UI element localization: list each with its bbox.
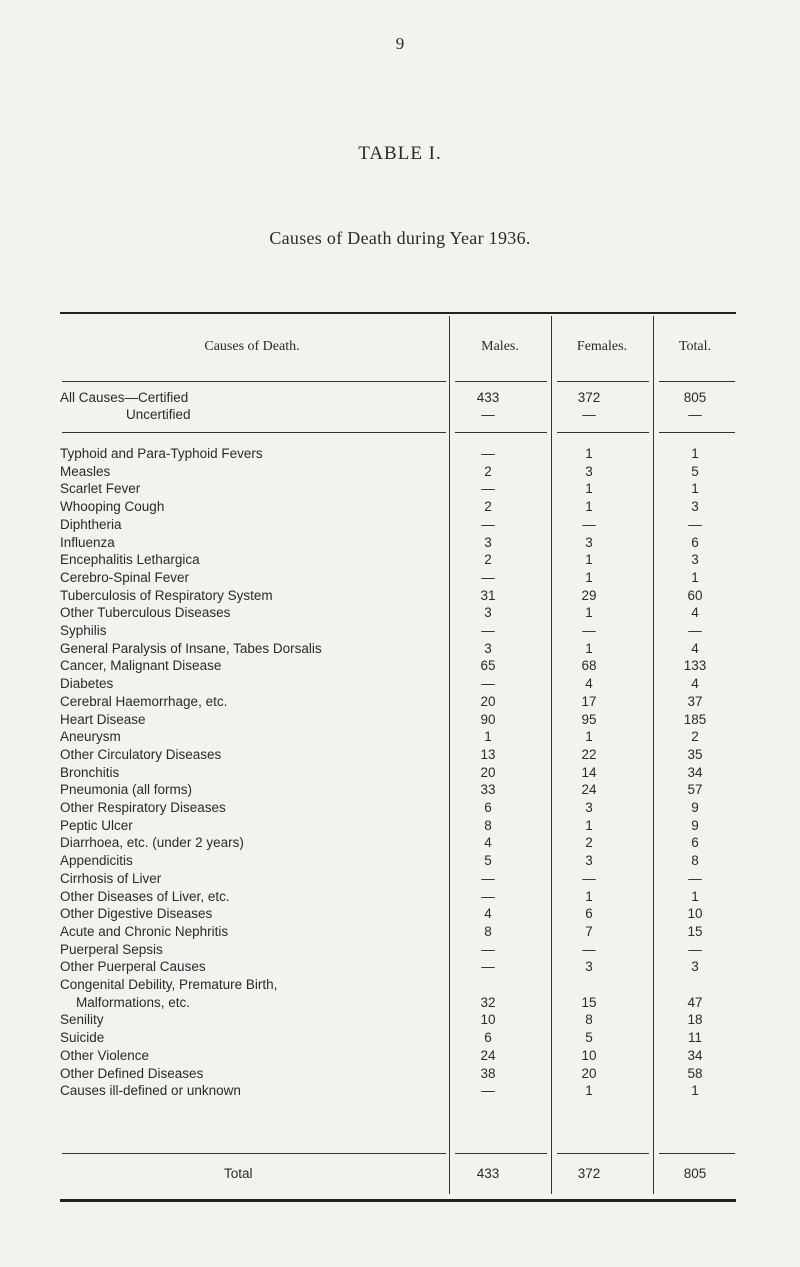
table-row xyxy=(60,853,740,871)
row-label: Other Respiratory Diseases xyxy=(60,800,229,815)
table-row xyxy=(60,835,740,853)
males-value: 2 xyxy=(484,499,492,515)
females-value: 4 xyxy=(585,676,593,692)
males-value: 6 xyxy=(484,800,492,815)
females-value: 3 xyxy=(585,800,593,815)
females-value: — xyxy=(582,941,596,957)
females-value: 8 xyxy=(585,1012,593,1028)
header-cause: Causes of Death. xyxy=(204,339,300,354)
females-value: 29 xyxy=(581,587,597,603)
row-label: Other Digestive Diseases xyxy=(60,906,215,921)
total-value: 15 xyxy=(687,923,703,939)
table-row xyxy=(60,446,740,464)
total-value: 6 xyxy=(691,534,699,550)
males-value: 13 xyxy=(480,746,496,762)
table-row xyxy=(60,800,740,818)
row-label: Typhoid and Para-Typhoid Fevers xyxy=(60,446,266,461)
total-value: 2 xyxy=(691,729,699,745)
males-value: 90 xyxy=(480,711,496,727)
table-row xyxy=(60,552,740,570)
row-label: Scarlet Fever xyxy=(60,481,143,496)
males-value: — xyxy=(481,481,495,497)
females-value: 1 xyxy=(585,569,593,585)
row-label: Senility xyxy=(60,1012,107,1027)
header-underline xyxy=(557,381,649,382)
males-value: 1 xyxy=(484,729,492,745)
males-value: 10 xyxy=(480,1012,496,1028)
row-label: Other Circulatory Diseases xyxy=(60,747,224,762)
row-label: Other Violence xyxy=(60,1048,152,1063)
row-label: Influenza xyxy=(60,535,118,550)
table-row xyxy=(60,995,740,1013)
table-row xyxy=(60,765,740,783)
table-row xyxy=(60,1066,740,1084)
females-value: — xyxy=(582,516,596,532)
row-label: Malformations, etc. xyxy=(76,995,193,1010)
row-label: Whooping Cough xyxy=(60,499,167,514)
uncertified-row xyxy=(60,407,740,425)
header-males: Males. xyxy=(481,339,519,354)
row-label: Congenital Debility, Premature Birth, xyxy=(60,977,280,992)
total-value: 185 xyxy=(683,711,707,727)
table-row xyxy=(60,1083,740,1101)
total-value: — xyxy=(688,623,702,638)
females-value: 24 xyxy=(581,782,597,798)
females-value: 5 xyxy=(585,1030,593,1046)
row-label: Pneumonia (all forms) xyxy=(60,782,195,797)
table-row xyxy=(60,942,740,960)
total-value: 58 xyxy=(687,1065,703,1081)
header-total: Total. xyxy=(678,339,712,354)
table-row xyxy=(60,481,740,499)
females-value: 1 xyxy=(585,1083,593,1099)
row-label: Uncertified xyxy=(126,407,194,422)
table-row xyxy=(60,623,740,641)
males-value: 31 xyxy=(480,587,496,603)
females-value: 15 xyxy=(581,994,597,1010)
header-females: Females. xyxy=(576,339,628,354)
males-value: 8 xyxy=(484,817,492,833)
table-row xyxy=(60,1048,740,1066)
table-row xyxy=(60,959,740,977)
row-label: Causes ill-defined or unknown xyxy=(60,1083,244,1098)
total-value: 133 xyxy=(683,658,707,674)
total-value: 34 xyxy=(687,1047,703,1063)
females-value: 1 xyxy=(585,640,593,656)
certified-row xyxy=(60,390,740,408)
row-label: Syphilis xyxy=(60,623,110,638)
total-value: 6 xyxy=(691,835,699,851)
row-label: Puerperal Sepsis xyxy=(60,942,166,957)
row-label: Total xyxy=(224,1166,256,1181)
row-label: Tuberculosis of Respiratory System xyxy=(60,588,276,603)
males-value: 3 xyxy=(484,640,492,656)
table-row xyxy=(60,712,740,730)
females-value: 1 xyxy=(585,552,593,568)
table-row xyxy=(60,588,740,606)
table-row xyxy=(60,535,740,553)
row-label: Cerebro-Spinal Fever xyxy=(60,570,192,585)
total-value: 4 xyxy=(691,640,699,656)
table-row xyxy=(60,747,740,765)
females-value: — xyxy=(582,870,596,886)
males-value: 8 xyxy=(484,923,492,939)
males-value: 24 xyxy=(480,1047,496,1063)
total-value: 10 xyxy=(687,906,703,922)
total-row xyxy=(60,1166,740,1184)
total-value: 9 xyxy=(691,817,699,833)
males-value: — xyxy=(481,407,495,422)
females-value: 372 xyxy=(577,1166,601,1181)
total-value: 1 xyxy=(691,446,699,461)
table-row xyxy=(60,818,740,836)
males-value: — xyxy=(481,569,495,585)
section-rule xyxy=(659,432,735,433)
females-value: 10 xyxy=(581,1047,597,1063)
males-value: — xyxy=(481,623,495,638)
females-value: 17 xyxy=(581,693,597,709)
table-row xyxy=(60,871,740,889)
males-value: 2 xyxy=(484,463,492,479)
row-label: Heart Disease xyxy=(60,712,149,727)
males-value: — xyxy=(481,888,495,904)
males-value: 433 xyxy=(476,1166,500,1181)
row-label: Peptic Ulcer xyxy=(60,818,136,833)
males-value: 32 xyxy=(480,994,496,1010)
females-value: 14 xyxy=(581,764,597,780)
row-label: Other Tuberculous Diseases xyxy=(60,605,233,620)
row-label: Appendicitis xyxy=(60,853,136,868)
total-value: 4 xyxy=(691,605,699,621)
table-row xyxy=(60,906,740,924)
section-rule xyxy=(62,432,446,433)
table-row xyxy=(60,1030,740,1048)
females-value: 1 xyxy=(585,817,593,833)
total-value: 60 xyxy=(687,587,703,603)
top-rule xyxy=(60,312,736,314)
males-value: — xyxy=(481,941,495,957)
total-value: 57 xyxy=(687,782,703,798)
total-value: — xyxy=(688,407,702,422)
row-label: Aneurysm xyxy=(60,729,124,744)
males-value: 65 xyxy=(480,658,496,674)
total-value: 11 xyxy=(687,1030,702,1046)
total-value: 9 xyxy=(691,800,699,815)
total-value: 805 xyxy=(683,390,707,405)
females-value: 2 xyxy=(585,835,593,851)
row-label: Cerebral Haemorrhage, etc. xyxy=(60,694,230,709)
females-value: 3 xyxy=(585,853,593,869)
total-value: 3 xyxy=(691,959,699,975)
females-value: 95 xyxy=(581,711,597,727)
females-value: 3 xyxy=(585,534,593,550)
males-value: 38 xyxy=(480,1065,496,1081)
males-value: 4 xyxy=(484,835,492,851)
table-row xyxy=(60,641,740,659)
females-value: 3 xyxy=(585,959,593,975)
total-value: 47 xyxy=(687,994,703,1010)
table-row xyxy=(60,924,740,942)
total-value: 5 xyxy=(691,463,699,479)
row-label: Cirrhosis of Liver xyxy=(60,871,164,886)
total-value: 35 xyxy=(687,746,703,762)
males-value: — xyxy=(481,676,495,692)
males-value: — xyxy=(481,516,495,532)
table-row xyxy=(60,605,740,623)
males-value: 6 xyxy=(484,1030,492,1046)
total-value: 18 xyxy=(687,1012,703,1028)
row-label: Other Defined Diseases xyxy=(60,1066,206,1081)
table-row xyxy=(60,1012,740,1030)
table-row xyxy=(60,658,740,676)
table-row xyxy=(60,889,740,907)
header-underline xyxy=(62,381,446,382)
total-rule xyxy=(659,1153,735,1154)
males-value: — xyxy=(481,870,495,886)
table-row xyxy=(60,464,740,482)
row-label: Measles xyxy=(60,464,113,479)
females-value: 1 xyxy=(585,481,593,497)
females-value: 1 xyxy=(585,446,593,461)
females-value: 1 xyxy=(585,729,593,745)
males-value: 20 xyxy=(480,693,496,709)
table-subtitle: Causes of Death during Year 1936. xyxy=(269,228,531,248)
total-value: 1 xyxy=(691,1083,699,1099)
header-underline xyxy=(659,381,735,382)
total-value: 805 xyxy=(683,1166,707,1181)
row-label: Other Diseases of Liver, etc. xyxy=(60,889,233,904)
total-value: 37 xyxy=(687,693,703,709)
males-value: 3 xyxy=(484,605,492,621)
females-value: 68 xyxy=(581,658,597,674)
females-value: 22 xyxy=(581,746,597,762)
total-value: 3 xyxy=(691,552,699,568)
total-rule xyxy=(557,1153,649,1154)
total-value: 34 xyxy=(687,764,703,780)
total-value: — xyxy=(688,870,702,886)
table-row xyxy=(60,570,740,588)
row-label: Bronchitis xyxy=(60,765,122,780)
total-value: 4 xyxy=(691,676,699,692)
row-label: Suicide xyxy=(60,1030,107,1045)
table-row xyxy=(60,676,740,694)
females-value: 20 xyxy=(581,1065,597,1081)
males-value: 20 xyxy=(480,764,496,780)
page-number: 9 xyxy=(395,34,405,53)
total-value: — xyxy=(688,516,702,532)
total-value: 8 xyxy=(691,853,699,869)
row-label: Encephalitis Lethargica xyxy=(60,552,203,567)
females-value: 7 xyxy=(585,923,593,939)
males-value: 33 xyxy=(480,782,496,798)
females-value: 3 xyxy=(585,463,593,479)
females-value: 1 xyxy=(585,888,593,904)
females-value: 6 xyxy=(585,906,593,922)
males-value: — xyxy=(481,446,495,461)
females-value: 1 xyxy=(585,605,593,621)
males-value: 3 xyxy=(484,534,492,550)
row-label: Diphtheria xyxy=(60,517,125,532)
total-rule xyxy=(62,1153,446,1154)
bottom-rule xyxy=(60,1199,736,1202)
row-label: Other Puerperal Causes xyxy=(60,959,209,974)
table-row xyxy=(60,782,740,800)
females-value: 1 xyxy=(585,499,593,515)
row-label: All Causes—Certified xyxy=(60,390,191,405)
table-row xyxy=(60,729,740,747)
section-rule xyxy=(455,432,547,433)
section-rule xyxy=(557,432,649,433)
row-label: General Paralysis of Insane, Tabes Dorsalis xyxy=(60,641,325,656)
table-row xyxy=(60,977,740,995)
table-title: TABLE I. xyxy=(358,143,442,164)
total-value: 1 xyxy=(691,481,699,497)
males-value: 2 xyxy=(484,552,492,568)
table-row xyxy=(60,694,740,712)
females-value: — xyxy=(582,623,596,638)
table-row xyxy=(60,499,740,517)
females-value: 372 xyxy=(577,390,601,405)
row-label: Diarrhoea, etc. (under 2 years) xyxy=(60,835,247,850)
total-value: 3 xyxy=(691,499,699,515)
females-value: — xyxy=(582,407,596,422)
table-row xyxy=(60,517,740,535)
total-value: — xyxy=(688,941,702,957)
males-value: — xyxy=(481,959,495,975)
total-value: 1 xyxy=(691,888,699,904)
males-value: 433 xyxy=(476,390,500,405)
row-label: Diabetes xyxy=(60,676,116,691)
header-underline xyxy=(455,381,547,382)
males-value: 4 xyxy=(484,906,492,922)
total-rule xyxy=(455,1153,547,1154)
males-value: 5 xyxy=(484,853,492,869)
row-label: Cancer, Malignant Disease xyxy=(60,658,224,673)
total-value: 1 xyxy=(691,569,699,585)
males-value: — xyxy=(481,1083,495,1099)
row-label: Acute and Chronic Nephritis xyxy=(60,924,231,939)
